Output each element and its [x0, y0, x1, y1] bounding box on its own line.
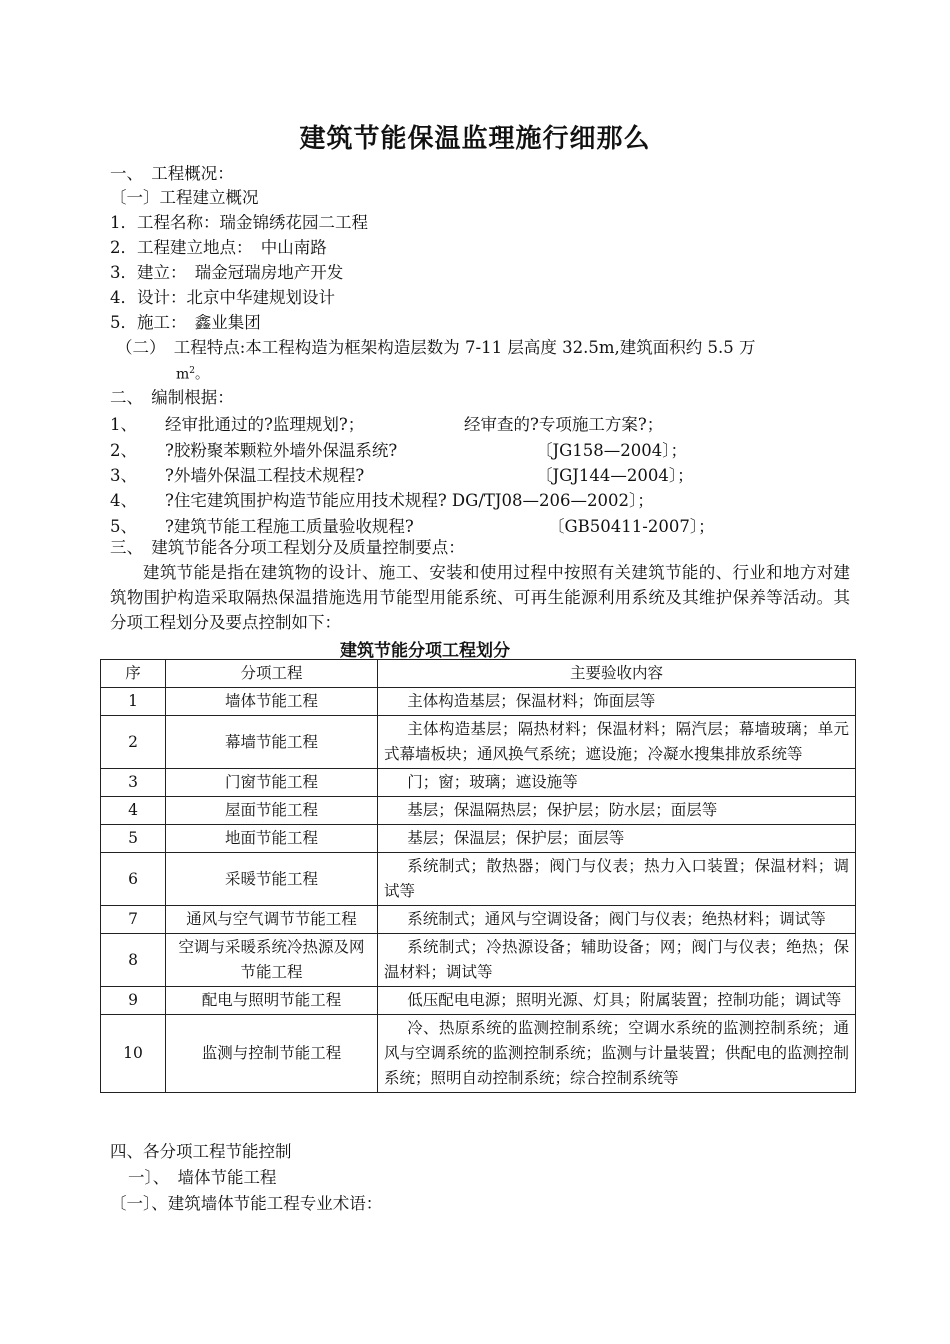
table-header-row: [101, 660, 856, 688]
row-subproject: 采暖节能工程: [166, 853, 378, 906]
table-row: [101, 825, 856, 853]
row-index: 9: [101, 987, 166, 1015]
ref-code: 〔JGJ144—2004〕；: [536, 466, 694, 485]
row-content: 系统制式；冷热源设备；辅助设备；网；阀门与仪表；绝热；保温材料；调试等: [378, 934, 856, 987]
table-title: 建筑节能分项工程划分: [340, 641, 510, 661]
row-subproject: 地面节能工程: [166, 825, 378, 853]
table-row: [101, 934, 856, 987]
table-row: [101, 797, 856, 825]
row-content: 主体构造基层；隔热材料；保温材料；隔汽层；幕墙玻璃；单元式幕墙板块；通风换气系统；遮设施；冷凝水搜集排放系统等: [378, 716, 856, 769]
header-subproject: 分项工程: [166, 660, 378, 688]
project-features: （二） 工程特点:本工程构造为框架构造层数为 7-11 层高度 32.5m,建筑面积约 5.5 万: [116, 338, 756, 357]
work-division-table: [100, 659, 856, 1093]
project-name: 1．工程名称：瑞金锦绣花园二工程: [110, 213, 368, 232]
row-subproject: 幕墙节能工程: [166, 716, 378, 769]
row-content: 基层；保温层；保护层；面层等: [378, 825, 856, 853]
project-owner: 3．建立： 瑞金冠瑞房地产开发: [110, 263, 344, 282]
header-content: 主要验收内容: [378, 660, 856, 688]
row-subproject: 空调与采暖系统冷热源及网节能工程: [166, 934, 378, 987]
ref-text: ?外墙外保温工程技术规程?: [165, 466, 365, 485]
row-content: 系统制式；散热器；阀门与仪表；热力入口装置；保温材料；调试等: [378, 853, 856, 906]
row-content: 冷、热原系统的监测控制系统；空调水系统的监测控制系统；通风与空调系统的监测控制系统；监测与计量装置；供配电的监测控制系统；照明自动控制系统；综合控制系统等: [378, 1015, 856, 1093]
document-title: 建筑节能保温监理施行细那么: [299, 124, 651, 154]
ref-text: 经审批通过的?监理规划?；: [165, 415, 365, 434]
row-subproject: 通风与空气调节节能工程: [166, 906, 378, 934]
row-index: 8: [101, 934, 166, 987]
ref-number: 4、: [110, 491, 137, 510]
table-row: [101, 688, 856, 716]
row-subproject: 配电与照明节能工程: [166, 987, 378, 1015]
project-designer: 4．设计：北京中华建规划设计: [110, 288, 335, 307]
row-subproject: 监测与控制节能工程: [166, 1015, 378, 1093]
row-index: 3: [101, 769, 166, 797]
ref-code: 〔JG158—2004〕；: [536, 441, 688, 460]
project-contractor: 5．施工： 鑫业集团: [110, 313, 261, 332]
section3-paragraph: 建筑节能是指在建筑物的设计、施工、安装和使用过程中按照有关建筑节能的、行业和地方对建筑物围护构造采取隔热保温措施选用节能型用能系统、可再生能源利用系统及其维护保养等活动。其分项工程划分及要点控制如下：: [110, 563, 850, 632]
row-subproject: 屋面节能工程: [166, 797, 378, 825]
table-row: [101, 769, 856, 797]
row-content: 低压配电电源；照明光源、灯具；附属装置；控制功能；调试等: [378, 987, 856, 1015]
ref-number: 2、: [110, 441, 137, 460]
row-content: 系统制式；通风与空调设备；阀门与仪表；绝热材料；调试等: [378, 906, 856, 934]
row-index: 4: [101, 797, 166, 825]
ref-number: 5、: [110, 517, 137, 536]
table-row: [101, 853, 856, 906]
ref-code: 经审查的?专项施工方案?；: [464, 415, 664, 434]
section3-heading: 三、 建筑节能各分项工程划分及质量控制要点：: [110, 538, 465, 557]
ref-code: 〔GB50411-2007〕；: [548, 517, 715, 536]
row-content: 门；窗；玻璃；遮设施等: [378, 769, 856, 797]
ref-number: 1、: [110, 415, 137, 434]
ref-text: ?胶粉聚苯颗粒外墙外保温系统?: [165, 441, 398, 460]
row-content: 基层；保温隔热层；保护层；防水层；面层等: [378, 797, 856, 825]
row-index: 6: [101, 853, 166, 906]
project-location: 2．工程建立地点： 中山南路: [110, 238, 327, 257]
section2-heading: 二、 编制根据：: [110, 388, 234, 407]
row-index: 5: [101, 825, 166, 853]
table-row: [101, 906, 856, 934]
area-unit: $m^2$。: [176, 366, 210, 383]
section4-sub1: 一〕、 墙体节能工程: [128, 1168, 277, 1187]
ref-text: ?住宅建筑围护构造节能应用技术规程? DG/TJ08—206—2002〕；: [165, 491, 654, 510]
row-index: 7: [101, 906, 166, 934]
row-index: 2: [101, 716, 166, 769]
row-subproject: 墙体节能工程: [166, 688, 378, 716]
section4-sub2: 〔一〕、建筑墙体节能工程专业术语：: [110, 1194, 383, 1213]
ref-text: ?建筑节能工程施工质量验收规程?: [165, 517, 414, 536]
row-subproject: 门窗节能工程: [166, 769, 378, 797]
header-index: 序: [101, 660, 166, 688]
row-index: 10: [101, 1015, 166, 1093]
section1-heading: 一、 工程概况：: [110, 164, 234, 183]
table-row: [101, 716, 856, 769]
section4-heading: 四、各分项工程节能控制: [110, 1142, 292, 1161]
table-row: [101, 1015, 856, 1093]
row-index: 1: [101, 688, 166, 716]
table-row: [101, 987, 856, 1015]
ref-number: 3、: [110, 466, 137, 485]
row-content: 主体构造基层；保温材料；饰面层等: [378, 688, 856, 716]
section1-sub1: 〔一〕工程建立概况: [110, 188, 259, 207]
